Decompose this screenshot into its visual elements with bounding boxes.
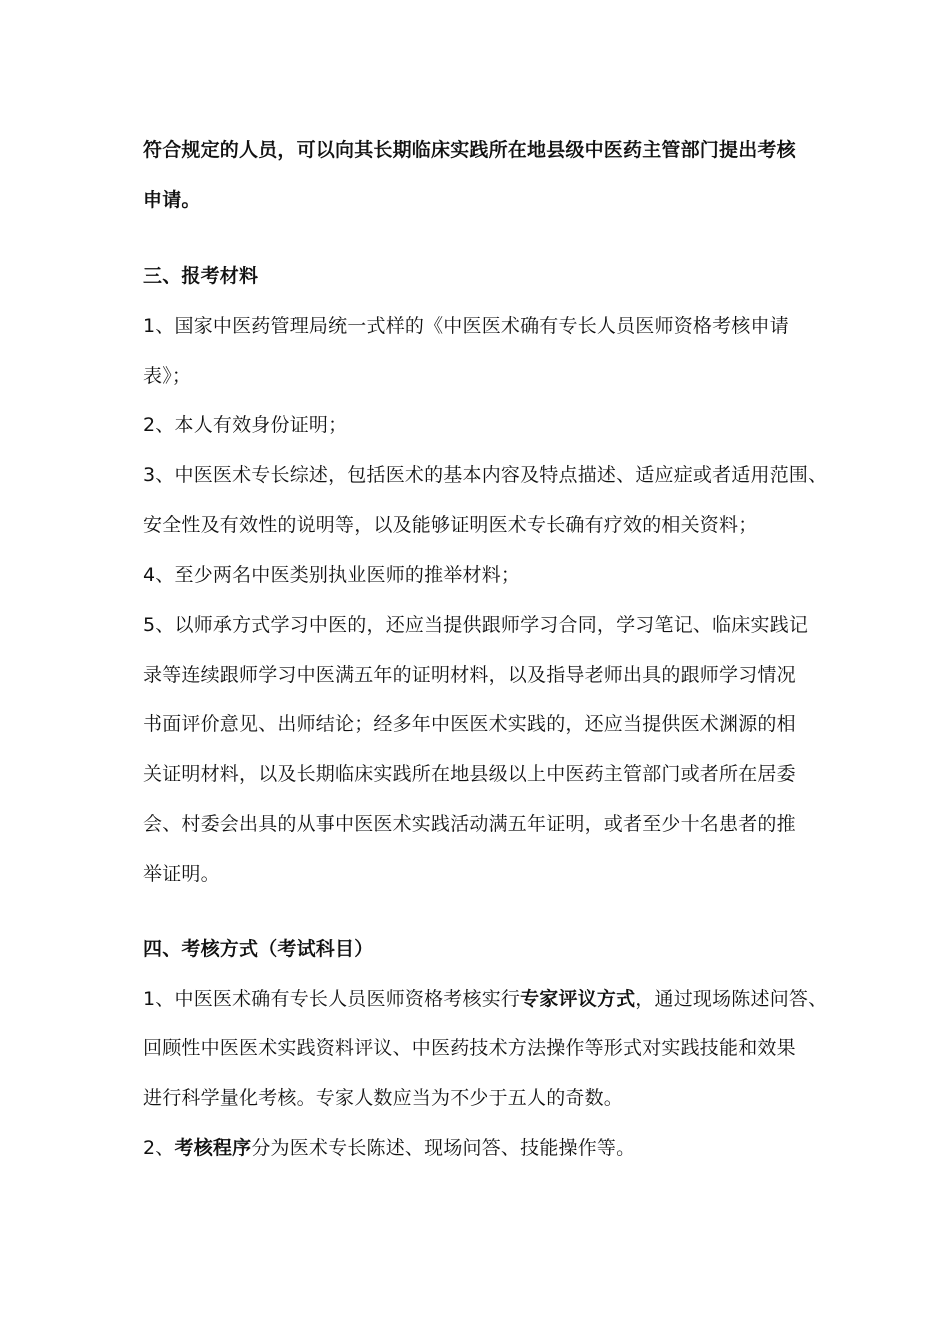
section-3-item-5-line-2: 录等连续跟师学习中医满五年的证明材料，以及指导老师出具的跟师学习情况 — [143, 664, 796, 686]
section-3-item-5-line-4: 关证明材料，以及长期临床实践所在地县级以上中医药主管部门或者所在居委 — [143, 763, 796, 785]
section-4-item-2-number: 2、 — [143, 1137, 175, 1159]
section-4-item-2 — [143, 1134, 823, 1162]
section-4-item-1-text-pre: 1、中医医术确有专长人员医师资格考核实行 — [143, 988, 521, 1010]
section-4-item-1-text-post: ，通过现场陈述问答、 — [635, 988, 828, 1010]
section-3-item-4: 4、至少两名中医类别执业医师的推举材料； — [143, 564, 521, 586]
section-4-item-1-emphasis: 专家评议方式 — [520, 988, 636, 1010]
section-3-item-3-line-2: 安全性及有效性的说明等，以及能够证明医术专长确有疗效的相关资料； — [143, 514, 758, 536]
section-3-item-5-line-3: 书面评价意见、出师结论；经多年中医医术实践的，还应当提供医术渊源的相 — [143, 713, 796, 735]
section-3-heading: 三、报考材料 — [143, 265, 259, 287]
section-3-item-2: 2、本人有效身份证明； — [143, 414, 348, 436]
section-3-item-5-line-1: 5、以师承方式学习中医的，还应当提供跟师学习合同，学习笔记、临床实践记 — [143, 614, 809, 636]
section-4-item-2-text: 分为医术专长陈述、现场问答、技能操作等。 — [251, 1137, 636, 1159]
section-3-item-5-line-5: 会、村委会出具的从事中医医术实践活动满五年证明，或者至少十名患者的推 — [143, 813, 796, 835]
section-3-item-1-line-2: 表》； — [143, 365, 192, 387]
section-3-item-5-line-6: 举证明。 — [143, 863, 220, 885]
section-4-heading: 四、考核方式（考试科目） — [143, 938, 374, 960]
section-4-item-1-line-3: 进行科学量化考核。专家人数应当为不少于五人的奇数。 — [143, 1087, 624, 1109]
section-4-item-1-line-2: 回顾性中医医术实践资料评议、中医药技术方法操作等形式对实践技能和效果 — [143, 1037, 796, 1059]
section-3-item-1-line-1: 1、国家中医药管理局统一式样的《中医医术确有专长人员医师资格考核申请 — [143, 315, 789, 337]
section-4-item-2-emphasis: 考核程序 — [174, 1137, 252, 1159]
section-3-item-3-line-1: 3、中医医术专长综述，包括医术的基本内容及特点描述、适应症或者适用范围、 — [143, 464, 828, 486]
section-4-item-1-line-1 — [143, 985, 828, 1013]
intro-line-2: 申请。 — [143, 189, 201, 211]
intro-line-1: 符合规定的人员，可以向其长期临床实践所在地县级中医药主管部门提出考核 — [143, 139, 796, 161]
